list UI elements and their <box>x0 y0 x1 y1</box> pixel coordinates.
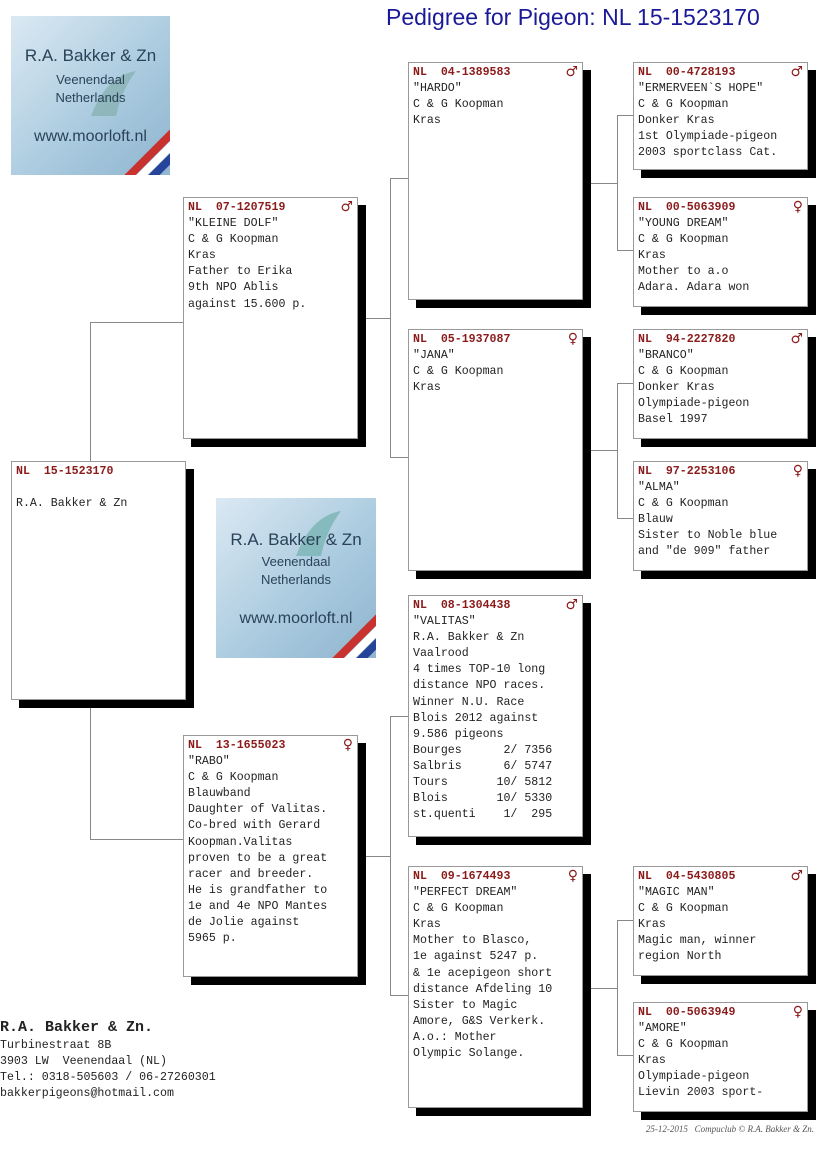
connector <box>583 988 617 989</box>
pigeon-info-line: & 1e acepigeon short <box>413 966 553 980</box>
pigeon-info-line: de Jolie against <box>188 916 300 930</box>
pigeon-info-line: 1e and 4e NPO Mantes <box>188 899 328 913</box>
pigeon-info-line: Bourges 2/ 7356 <box>413 743 553 757</box>
pigeon-info-line: 9th NPO Ablis <box>188 281 279 295</box>
sex-icon: ♀ <box>792 199 803 215</box>
pigeon-info-line: C & G Koopman <box>638 902 729 916</box>
print-stamp: 25-12-2015 Compuclub © R.A. Bakker & Zn. <box>645 1124 814 1134</box>
ring-header <box>413 598 578 614</box>
pigeon-card-sire-dam-sire <box>633 329 808 439</box>
logo-country: Netherlands <box>260 572 332 587</box>
pigeon-info-line: Kras <box>638 1054 666 1068</box>
pigeon-info-line: region North <box>638 950 722 964</box>
pigeon-info-line: C & G Koopman <box>638 497 729 511</box>
ring-header <box>188 738 353 754</box>
sex-icon: ♀ <box>792 463 803 479</box>
pigeon-info-line: "MAGIC MAN" <box>638 886 715 900</box>
owner-city: 3903 LW Veenendaal (NL) <box>0 1055 167 1069</box>
ring-number: NL 00-5063909 <box>638 201 736 214</box>
pigeon-info-line: Kras <box>413 381 441 395</box>
pigeon-info-line: Father to Erika <box>188 265 293 279</box>
pigeon-info-line: Mother to a.o <box>638 265 729 279</box>
connector <box>358 318 390 319</box>
logo-country: Netherlands <box>55 90 126 105</box>
owner-phone: Tel.: 0318-505603 / 06-27260301 <box>0 1071 216 1085</box>
pigeon-info-line: distance NPO races. <box>413 679 546 693</box>
pigeon-info-line: Vaalrood <box>413 647 469 661</box>
pigeon-info-line: Kras <box>413 918 441 932</box>
pigeon-info-line: 5965 p. <box>188 932 237 946</box>
connector <box>617 383 633 384</box>
pigeon-card-dam-dam-sire <box>633 866 808 976</box>
sex-icon: ♂ <box>790 868 803 884</box>
pigeon-card-sire-dam-dam <box>633 461 808 571</box>
ring-number: NL 94-2227820 <box>638 333 736 346</box>
logo-url: www.moorloft.nl <box>239 610 353 627</box>
sex-icon <box>177 464 181 480</box>
ring-header <box>638 200 803 216</box>
connector <box>90 839 183 840</box>
sex-icon: ♀ <box>342 737 353 753</box>
sex-icon: ♂ <box>790 331 803 347</box>
pigeon-info-line: against 15.600 p. <box>188 297 307 311</box>
pigeon-info-line: Kras <box>638 918 666 932</box>
pigeon-info-line: Amore, G&S Verkerk. <box>413 1014 546 1028</box>
logo-name: R.A. Bakker & Zn <box>230 530 362 549</box>
owner-address <box>0 1018 216 1102</box>
ring-number: NL 97-2253106 <box>638 465 736 478</box>
owner-street: Turbinestraat 8B <box>0 1039 112 1052</box>
pigeon-info-line: Co-bred with Gerard <box>188 819 321 833</box>
ring-header <box>413 332 578 348</box>
pigeon-info-line: "RABO" <box>188 755 230 769</box>
pigeon-card-dam <box>183 735 358 977</box>
sex-icon: ♂ <box>565 597 578 613</box>
pigeon-info-line: "BRANCO" <box>638 349 694 363</box>
pigeon-info-line: Olympic Solange. <box>413 1047 525 1061</box>
connector <box>617 383 618 518</box>
pigeon-info-line: Blauw <box>638 513 673 527</box>
pigeon-info-line: Winner N.U. Race <box>413 695 525 709</box>
connector <box>390 178 391 458</box>
pigeon-info-line: Kras <box>413 114 441 128</box>
pigeon-info-line: A.o.: Mother <box>413 1030 497 1044</box>
ring-number: NL 00-5063949 <box>638 1006 736 1019</box>
ring-number: NL 09-1674493 <box>413 870 511 883</box>
connector <box>90 322 183 323</box>
pigeon-info-line: Blois 2012 against <box>413 711 539 725</box>
pigeon-info-line: He is grandfather to <box>188 883 328 897</box>
pigeon-info-line: C & G Koopman <box>413 98 504 112</box>
connector <box>617 518 633 519</box>
connector <box>617 115 618 250</box>
pigeon-card-sire-dam <box>408 329 583 571</box>
pigeon-card-dam-dam <box>408 866 583 1108</box>
logo-city: Veenendaal <box>261 554 331 569</box>
ring-number: NL 07-1207519 <box>188 201 286 214</box>
pigeon-info-line: C & G Koopman <box>413 365 504 379</box>
pigeon-info-line: 2003 sportclass Cat. <box>638 146 778 160</box>
pigeon-info-line: Mother to Blasco, <box>413 934 532 948</box>
connector <box>617 250 633 251</box>
pigeon-info-line: Donker Kras <box>638 381 715 395</box>
pigeon-info-line: R.A. Bakker & Zn <box>413 631 525 645</box>
ring-number: NL 04-5430805 <box>638 870 736 883</box>
ring-number: NL 05-1937087 <box>413 333 511 346</box>
pigeon-card-dam-sire <box>408 595 583 837</box>
connector <box>617 920 633 921</box>
ring-number: NL 08-1304438 <box>413 599 511 612</box>
pigeon-info-line: "ALMA" <box>638 481 680 495</box>
pigeon-card-sire-sire <box>408 62 583 300</box>
ring-header <box>638 464 803 480</box>
pigeon-info-line: racer and breeder. <box>188 867 314 881</box>
sex-icon: ♀ <box>567 331 578 347</box>
sex-icon: ♂ <box>790 64 803 80</box>
pigeon-info-line: R.A. Bakker & Zn <box>16 497 128 511</box>
pigeon-info-line: "PERFECT DREAM" <box>413 886 518 900</box>
connector <box>90 322 91 462</box>
sex-icon: ♀ <box>567 868 578 884</box>
pigeon-info-line: 1st Olympiade-pigeon <box>638 130 778 144</box>
pigeon-info-line: Olympiade-pigeon <box>638 1070 750 1084</box>
connector <box>390 995 408 996</box>
ring-header <box>16 464 181 480</box>
pigeon-info-line <box>16 480 181 496</box>
pigeon-info-line: Sister to Noble blue <box>638 529 778 543</box>
connector <box>90 700 91 840</box>
connector <box>390 178 408 179</box>
logo-middle <box>216 498 376 658</box>
pigeon-info-line: Tours 10/ 5812 <box>413 776 553 790</box>
ring-number: NL 13-1655023 <box>188 739 286 752</box>
sex-icon: ♀ <box>792 1004 803 1020</box>
connector <box>390 716 391 996</box>
pigeon-info-line: and "de 909" father <box>638 545 771 559</box>
ring-header <box>413 869 578 885</box>
connector <box>583 450 617 451</box>
pigeon-info-line: Kras <box>188 249 216 263</box>
connector <box>390 716 408 717</box>
sex-icon: ♂ <box>565 64 578 80</box>
owner-name: R.A. Bakker & Zn. <box>0 1019 154 1036</box>
connector <box>583 183 617 184</box>
pigeon-info-line: Blois 10/ 5330 <box>413 792 553 806</box>
pigeon-card-sire-sire-sire <box>633 62 808 170</box>
owner-email: bakkerpigeons@hotmail.com <box>0 1087 174 1101</box>
ring-number: NL 15-1523170 <box>16 465 114 478</box>
pigeon-info-line: Kras <box>638 249 666 263</box>
connector <box>617 1055 633 1056</box>
pigeon-info-line: "AMORE" <box>638 1022 687 1036</box>
pigeon-info-line: Salbris 6/ 5747 <box>413 759 553 773</box>
sex-icon: ♂ <box>340 199 353 215</box>
pigeon-info-line: C & G Koopman <box>188 233 279 247</box>
page-title: Pedigree for Pigeon: NL 15-1523170 <box>386 4 760 30</box>
pigeon-card-dam-dam-dam <box>633 1002 808 1112</box>
connector <box>617 920 618 1055</box>
pigeon-info-line: 9.586 pigeons <box>413 727 504 741</box>
pigeon-info-line: "VALITAS" <box>413 615 476 629</box>
pigeon-info-line: distance Afdeling 10 <box>413 982 553 996</box>
pigeon-info-line: Daughter of Valitas. <box>188 803 328 817</box>
pigeon-info-line: C & G Koopman <box>638 1038 729 1052</box>
pigeon-info-line: Magic man, winner <box>638 934 757 948</box>
logo-top <box>11 16 170 175</box>
pigeon-info-line: C & G Koopman <box>638 233 729 247</box>
pigeon-card-sire-sire-dam <box>633 197 808 307</box>
pigeon-info-line: C & G Koopman <box>638 98 729 112</box>
pigeon-info-line: Donker Kras <box>638 114 715 128</box>
pigeon-info-line: Lievin 2003 sport- <box>638 1086 764 1100</box>
connector <box>617 115 633 116</box>
connector <box>390 457 408 458</box>
ring-header <box>638 65 803 81</box>
pigeon-info-line: "JANA" <box>413 349 455 363</box>
pigeon-info-line: 1e against 5247 p. <box>413 950 539 964</box>
pigeon-info-line: Sister to Magic <box>413 998 518 1012</box>
pigeon-info-line: Blauwband <box>188 787 251 801</box>
pigeon-info-line: proven to be a great <box>188 851 328 865</box>
ring-header <box>638 332 803 348</box>
pigeon-info-line: Basel 1997 <box>638 413 708 427</box>
pigeon-info-line: 4 times TOP-10 long <box>413 663 546 677</box>
connector <box>358 856 390 857</box>
pigeon-info-line: "YOUNG DREAM" <box>638 217 729 231</box>
ring-header <box>413 65 578 81</box>
pigeon-info-line: st.quenti 1/ 295 <box>413 808 553 822</box>
pigeon-card-main <box>11 461 186 700</box>
ring-header <box>638 869 803 885</box>
pigeon-info-line: C & G Koopman <box>638 365 729 379</box>
pigeon-card-sire <box>183 197 358 439</box>
pigeon-info-line: Olympiade-pigeon <box>638 397 750 411</box>
logo-url: www.moorloft.nl <box>34 128 147 145</box>
ring-number: NL 04-1389583 <box>413 66 511 79</box>
ring-number: NL 00-4728193 <box>638 66 736 79</box>
pigeon-info-line: C & G Koopman <box>413 902 504 916</box>
ring-header <box>638 1005 803 1021</box>
pigeon-info-line: "ERMERVEEN`S HOPE" <box>638 82 764 96</box>
pigeon-info-line: "KLEINE DOLF" <box>188 217 279 231</box>
pigeon-info-line: Adara. Adara won <box>638 281 750 295</box>
pigeon-info-line: Koopman.Valitas <box>188 835 293 849</box>
pigeon-info-line: "HARDO" <box>413 82 462 96</box>
pigeon-info-line: C & G Koopman <box>188 771 279 785</box>
ring-header <box>188 200 353 216</box>
logo-name: R.A. Bakker & Zn <box>24 46 157 65</box>
logo-city: Veenendaal <box>56 72 125 87</box>
